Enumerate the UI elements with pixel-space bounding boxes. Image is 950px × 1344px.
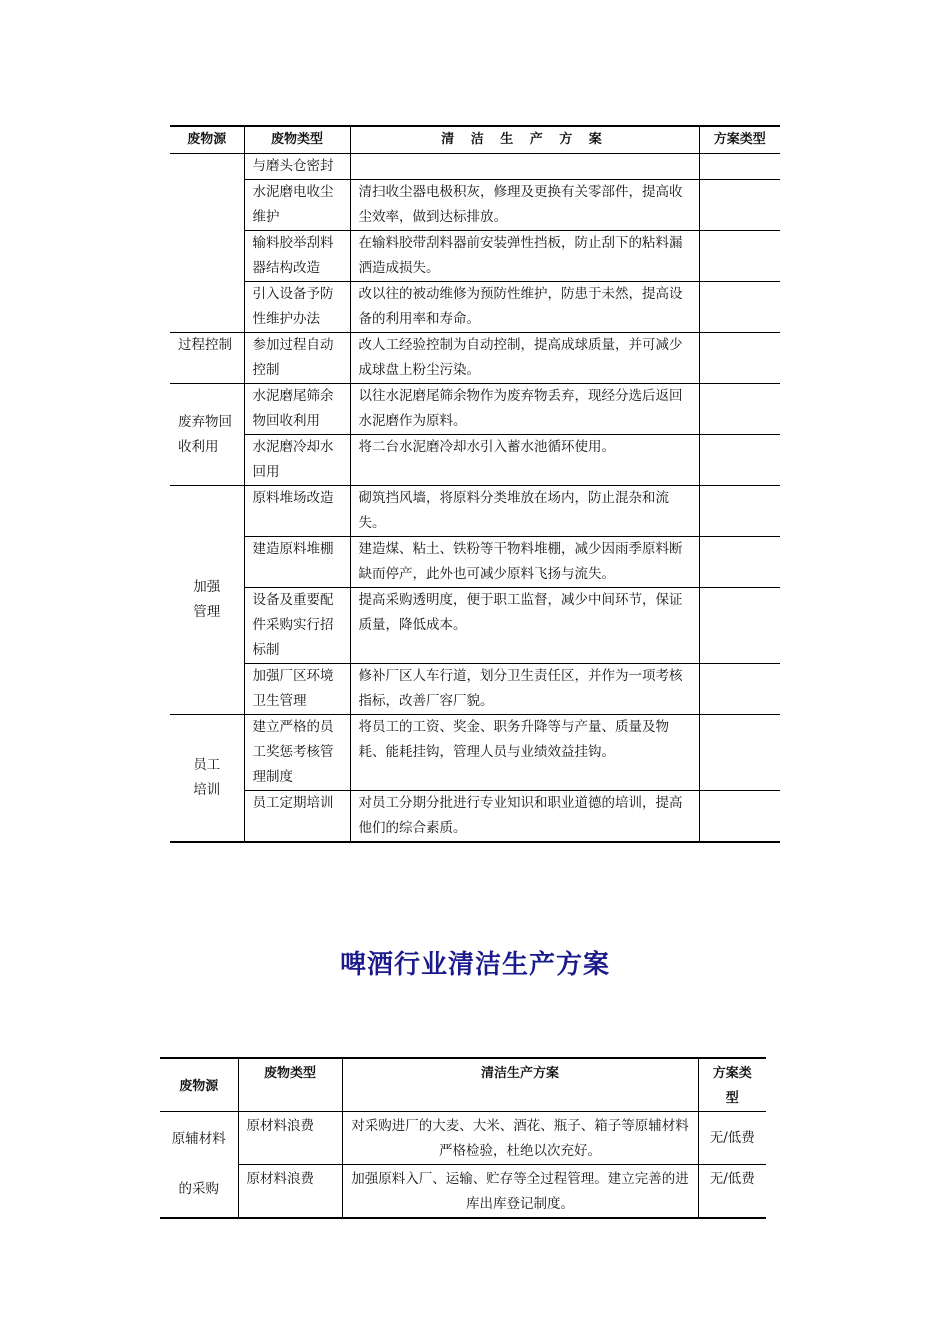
- table-row: [170, 282, 780, 333]
- waste-type-cell: 水泥磨冷却水回用: [244, 435, 350, 486]
- plan-cell: 提高采购透明度，便于职工监督，减少中间环节，保证质量，降低成本。: [350, 588, 699, 664]
- waste-type-cell: 设备及重要配件采购实行招标制: [244, 588, 350, 664]
- waste-source-cell: 过程控制: [170, 333, 244, 384]
- plan-type-cell: [699, 180, 780, 231]
- plan-type-cell: [699, 154, 780, 180]
- plan-cell: 改以往的被动维修为预防性维护，防患于未然，提高设备的利用率和寿命。: [350, 282, 699, 333]
- plan-type-cell: 无/低费: [698, 1165, 766, 1219]
- waste-type-cell: 员工定期培训: [244, 791, 350, 843]
- table-row: [170, 333, 780, 384]
- plan-type-cell: [699, 333, 780, 384]
- plan-type-cell: [699, 486, 780, 537]
- waste-type-cell: 原材料浪费: [238, 1112, 342, 1165]
- table-row: [170, 715, 780, 791]
- table-row: [160, 1165, 766, 1219]
- table-row: [170, 231, 780, 282]
- table-row: [160, 1112, 766, 1165]
- waste-source-cell: 原辅材料的采购: [160, 1112, 238, 1219]
- header-plan-type: 方案类型: [698, 1058, 766, 1112]
- header-clean-plan: 清洁生产方案: [342, 1058, 698, 1112]
- section-title: 啤酒行业清洁生产方案: [339, 950, 610, 980]
- waste-type-cell: 引入设备予防性维护办法: [244, 282, 350, 333]
- plan-cell: 对员工分期分批进行专业知识和职业道德的培训，提高他们的综合素质。: [350, 791, 699, 843]
- table-row: [170, 154, 780, 180]
- waste-type-cell: 水泥磨尾筛余物回收利用: [244, 384, 350, 435]
- table-row: [170, 180, 780, 231]
- plan-type-cell: [699, 384, 780, 435]
- plan-cell: 将二台水泥磨冷却水引入蓄水池循环使用。: [350, 435, 699, 486]
- plan-cell: 修补厂区人车行道，划分卫生责任区，并作为一项考核指标，改善厂容厂貌。: [350, 664, 699, 715]
- plan-type-cell: 无/低费: [709, 1129, 755, 1146]
- table-row: [170, 537, 780, 588]
- plan-type-cell: [699, 664, 780, 715]
- plan-type-cell: [699, 537, 780, 588]
- waste-type-cell: 原料堆场改造: [244, 486, 350, 537]
- plan-cell: 加强原料入厂、运输、贮存等全过程管理。建立完善的进库出库登记制度。: [342, 1165, 698, 1219]
- plan-type-cell: [699, 791, 780, 843]
- header-clean-plan: 清 洁 生 产 方 案: [350, 126, 699, 154]
- waste-source-cell: 废弃物回收利用: [170, 384, 244, 486]
- table-header-row: [160, 1058, 766, 1112]
- table-row: [170, 435, 780, 486]
- plan-cell: 建造煤、粘土、铁粉等干物料堆棚，减少因雨季原料断缺而停产，此外也可减少原料飞扬与流失。: [350, 537, 699, 588]
- waste-source-cell: 加强管理: [170, 486, 244, 715]
- plan-type-cell: [699, 715, 780, 791]
- table-row: [170, 791, 780, 843]
- waste-type-cell: 建造原料堆棚: [244, 537, 350, 588]
- header-waste-type: 废物类型: [244, 126, 350, 154]
- plan-cell: 将员工的工资、奖金、职务升降等与产量、质量及物耗、能耗挂钩，管理人员与业绩效益挂钩。: [350, 715, 699, 791]
- waste-type-cell: 原材料浪费: [238, 1165, 342, 1219]
- plan-cell: 以往水泥磨尾筛余物作为废弃物丢弃，现经分选后返回水泥磨作为原料。: [350, 384, 699, 435]
- table-header-row: [170, 126, 780, 154]
- table-row: [170, 384, 780, 435]
- plan-cell: 改人工经验控制为自动控制，提高成球质量，并可减少成球盘上粉尘污染。: [350, 333, 699, 384]
- waste-source-cell: 员工培训: [170, 715, 244, 843]
- plan-type-cell: [699, 588, 780, 664]
- waste-type-cell: 参加过程自动控制: [244, 333, 350, 384]
- plan-type-cell: [699, 231, 780, 282]
- waste-type-cell: 输料胶举刮料器结构改造: [244, 231, 350, 282]
- table-row: [170, 486, 780, 537]
- plan-cell: 在输料胶带刮料器前安装弹性挡板，防止刮下的粘料漏洒造成损失。: [350, 231, 699, 282]
- plan-type-cell: [699, 282, 780, 333]
- table-row: [170, 664, 780, 715]
- header-waste-source: 废物源: [170, 126, 244, 154]
- plan-type-cell: [699, 435, 780, 486]
- source-cell-empty: [170, 154, 244, 333]
- plan-cell: [350, 154, 699, 180]
- waste-type-cell: 加强厂区环境卫生管理: [244, 664, 350, 715]
- plan-cell: 砌筑挡风墙，将原料分类堆放在场内，防止混杂和流失。: [350, 486, 699, 537]
- header-waste-type: 废物类型: [238, 1058, 342, 1112]
- plan-cell: 对采购进厂的大麦、大米、酒花、瓶子、箱子等原辅材料严格检验，杜绝以次充好。: [342, 1112, 698, 1165]
- waste-plan-table-beer: [160, 1057, 766, 1219]
- waste-type-cell: 水泥磨电收尘维护: [244, 180, 350, 231]
- table-row: [170, 588, 780, 664]
- waste-type-cell: 与磨头仓密封: [244, 154, 350, 180]
- waste-plan-table-cement: [170, 125, 780, 843]
- header-waste-source: 废物源: [160, 1058, 238, 1112]
- header-plan-type: 方案类型: [699, 126, 780, 154]
- plan-cell: 清扫收尘器电极积灰，修理及更换有关零部件，提高收尘效率，做到达标排放。: [350, 180, 699, 231]
- waste-type-cell: 建立严格的员工奖惩考核管理制度: [244, 715, 350, 791]
